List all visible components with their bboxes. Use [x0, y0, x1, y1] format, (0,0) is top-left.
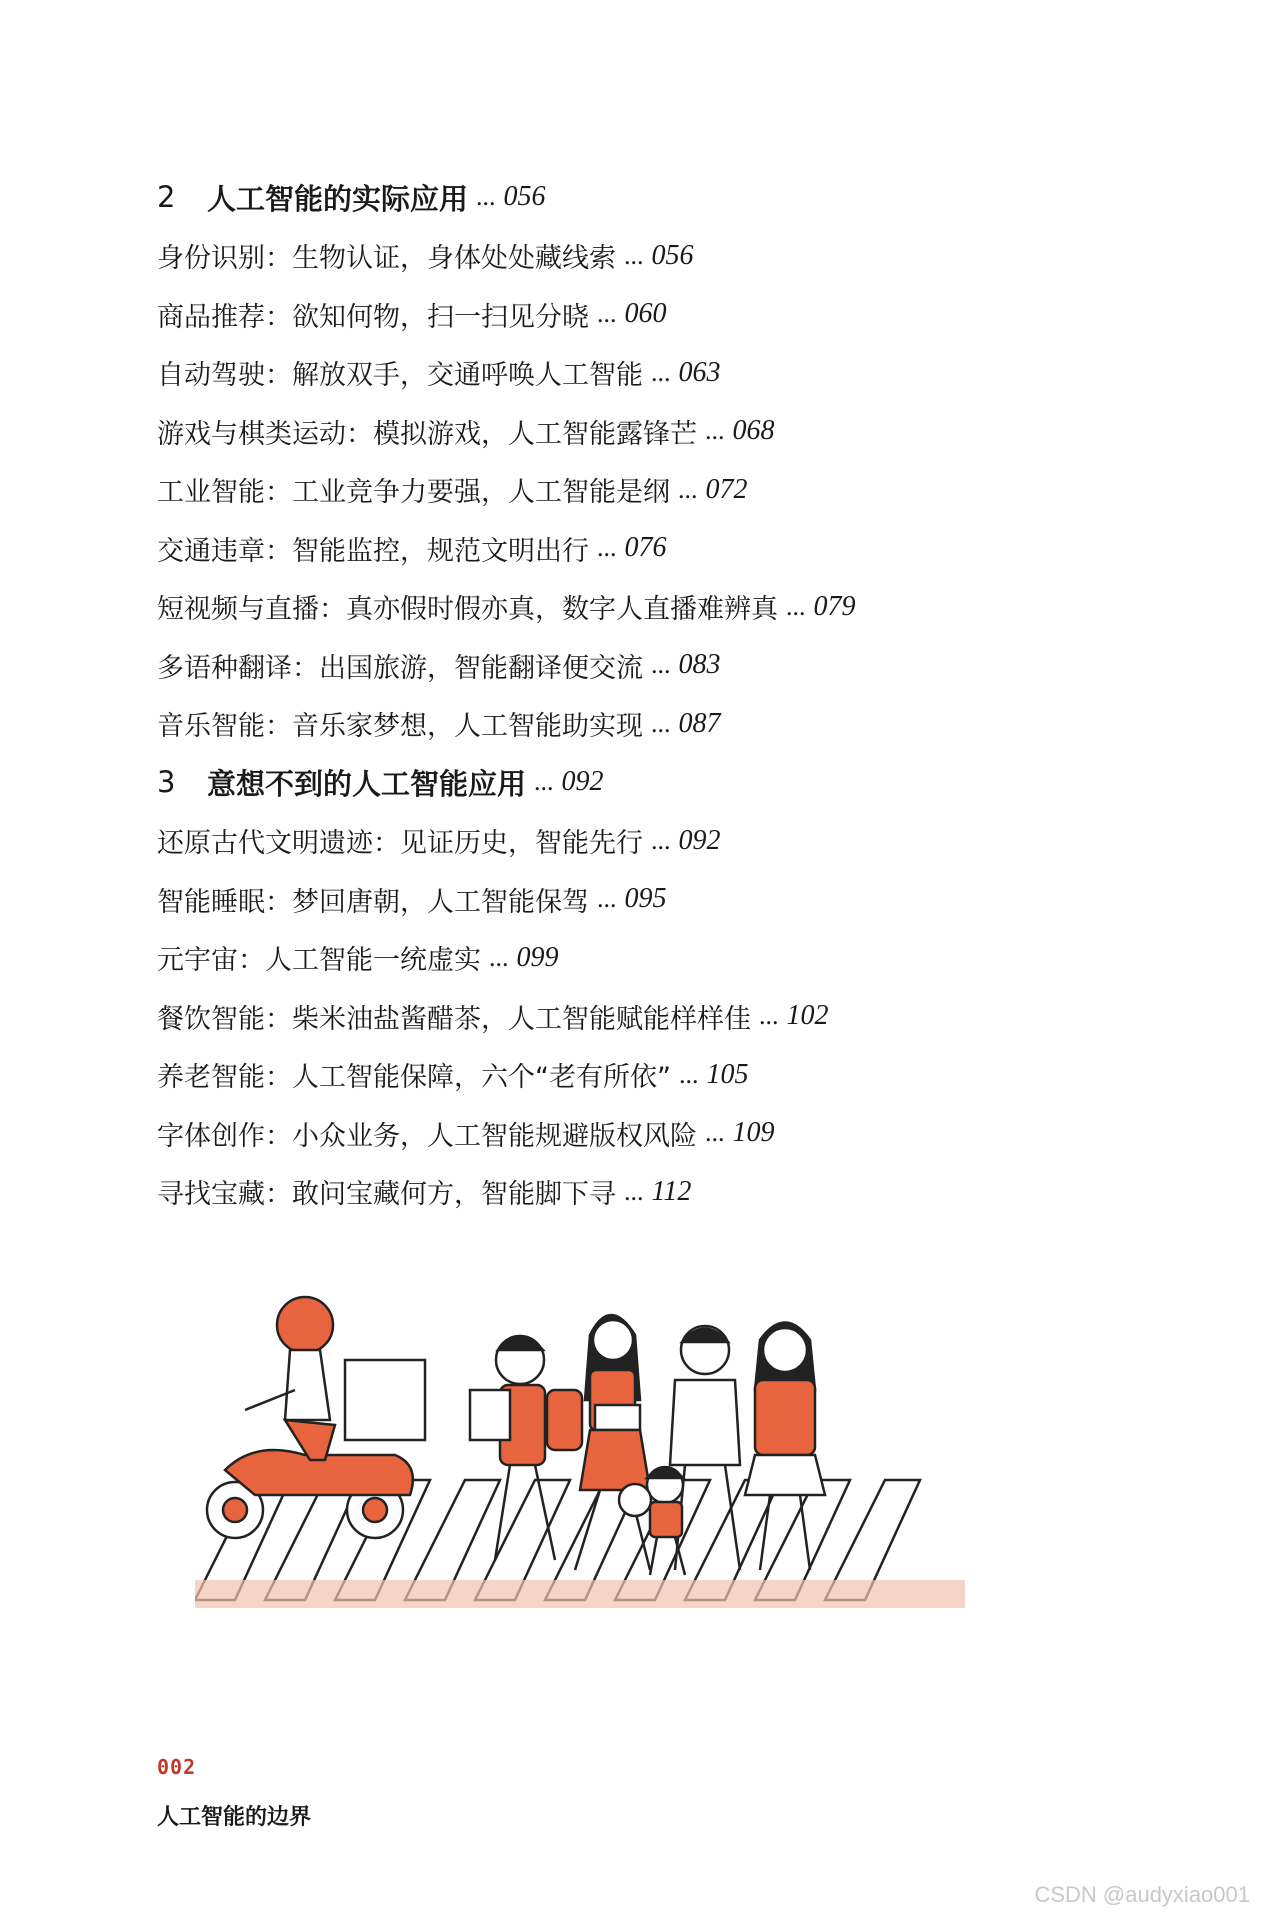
entry-title: 字体创作：小众业务，人工智能规避版权风险	[157, 1120, 697, 1152]
page-number: 068	[732, 415, 775, 447]
street-crossing-illustration	[195, 1240, 965, 1645]
entry-title: 身份识别：生物认证，身体处处藏线索	[157, 243, 616, 275]
leader-dots: ...	[597, 884, 617, 914]
section-number: 2	[157, 180, 176, 215]
toc-entry	[157, 344, 1157, 403]
toc-entry	[157, 870, 1157, 929]
leader-dots: ...	[651, 650, 671, 680]
toc-entry	[157, 578, 1157, 637]
page-number: 102	[786, 1000, 829, 1032]
leader-dots: ...	[476, 182, 496, 212]
toc-entry	[157, 1163, 1157, 1222]
section-title: 人工智能的实际应用	[207, 181, 469, 216]
section-title: 意想不到的人工智能应用	[207, 766, 527, 801]
page-number: 099	[516, 941, 559, 973]
entry-title: 多语种翻译：出国旅游，智能翻译便交流	[157, 652, 643, 684]
toc-entry	[157, 461, 1157, 520]
toc-entry	[157, 636, 1157, 695]
toc-entry	[157, 227, 1157, 286]
entry-title: 元宇宙：人工智能一统虚实	[157, 945, 481, 977]
page-number: 092	[678, 824, 721, 856]
leader-dots: ...	[489, 942, 509, 972]
toc-entry	[157, 285, 1157, 344]
crosswalk-shading	[195, 1580, 965, 1608]
entry-title: 短视频与直播：真亦假时假亦真，数字人直播难辨真	[157, 594, 778, 626]
page-number: 056	[503, 181, 546, 213]
page-number: 087	[678, 707, 721, 739]
page-number: 112	[651, 1175, 692, 1207]
toc-entry	[157, 519, 1157, 578]
entry-title: 还原古代文明遗迹：见证历史，智能先行	[157, 828, 643, 860]
entry-title: 自动驾驶：解放双手，交通呼唤人工智能	[157, 360, 643, 392]
leader-dots: ...	[651, 357, 671, 387]
toc-entry	[157, 1046, 1157, 1105]
leader-dots: ...	[705, 416, 725, 446]
entry-title: 音乐智能：音乐家梦想，人工智能助实现	[157, 711, 643, 743]
page-number: 056	[651, 239, 694, 271]
page-number: 095	[624, 883, 667, 915]
page-number: 083	[678, 649, 721, 681]
leader-dots: ...	[534, 767, 554, 797]
entry-title: 交通违章：智能监控，规范文明出行	[157, 535, 589, 567]
entry-title: 寻找宝藏：敢问宝藏何方，智能脚下寻	[157, 1179, 616, 1211]
toc-entry	[157, 987, 1157, 1046]
toc-entry	[157, 929, 1157, 988]
leader-dots: ...	[786, 591, 806, 621]
leader-dots: ...	[651, 708, 671, 738]
leader-dots: ...	[678, 1059, 699, 1089]
leader-dots: ...	[651, 825, 671, 855]
leader-dots: ...	[624, 1176, 644, 1206]
entry-title: 养老智能：人工智能保障，六个“老有所依”	[157, 1062, 671, 1094]
leader-dots: ...	[705, 1118, 725, 1148]
toc-entry	[157, 812, 1157, 871]
leader-dots: ...	[597, 533, 617, 563]
page-number: 079	[813, 590, 856, 622]
table-of-contents	[157, 168, 1157, 1221]
page-number-footer: 002	[157, 1755, 197, 1779]
page-number: 063	[678, 356, 721, 388]
page-number: 109	[732, 1117, 775, 1149]
entry-title: 商品推荐：欲知何物，扫一扫见分晓	[157, 301, 589, 333]
entry-title: 游戏与棋类运动：模拟游戏，人工智能露锋芒	[157, 418, 697, 450]
toc-entry	[157, 402, 1157, 461]
book-title-footer: 人工智能的边界	[157, 1805, 312, 1830]
entry-title: 智能睡眠：梦回唐朝，人工智能保驾	[157, 886, 589, 918]
entry-title: 工业智能：工业竞争力要强，人工智能是纲	[157, 477, 670, 509]
page-number: 060	[624, 298, 667, 330]
page-number: 105	[706, 1058, 749, 1090]
leader-dots: ...	[678, 474, 698, 504]
section-number: 3	[157, 765, 176, 800]
leader-dots: ...	[624, 240, 644, 270]
toc-entry	[157, 695, 1157, 754]
toc-section-heading	[157, 168, 1157, 227]
page-number: 076	[624, 532, 667, 564]
toc-entry	[157, 1104, 1157, 1163]
watermark: CSDN @audyxiao001	[1034, 1882, 1250, 1907]
page-number: 072	[705, 473, 748, 505]
leader-dots: ...	[597, 299, 617, 329]
leader-dots: ...	[759, 1001, 779, 1031]
toc-section-heading	[157, 753, 1157, 812]
page-number: 092	[561, 766, 604, 798]
entry-title: 餐饮智能：柴米油盐酱醋茶，人工智能赋能样样佳	[157, 1003, 751, 1035]
